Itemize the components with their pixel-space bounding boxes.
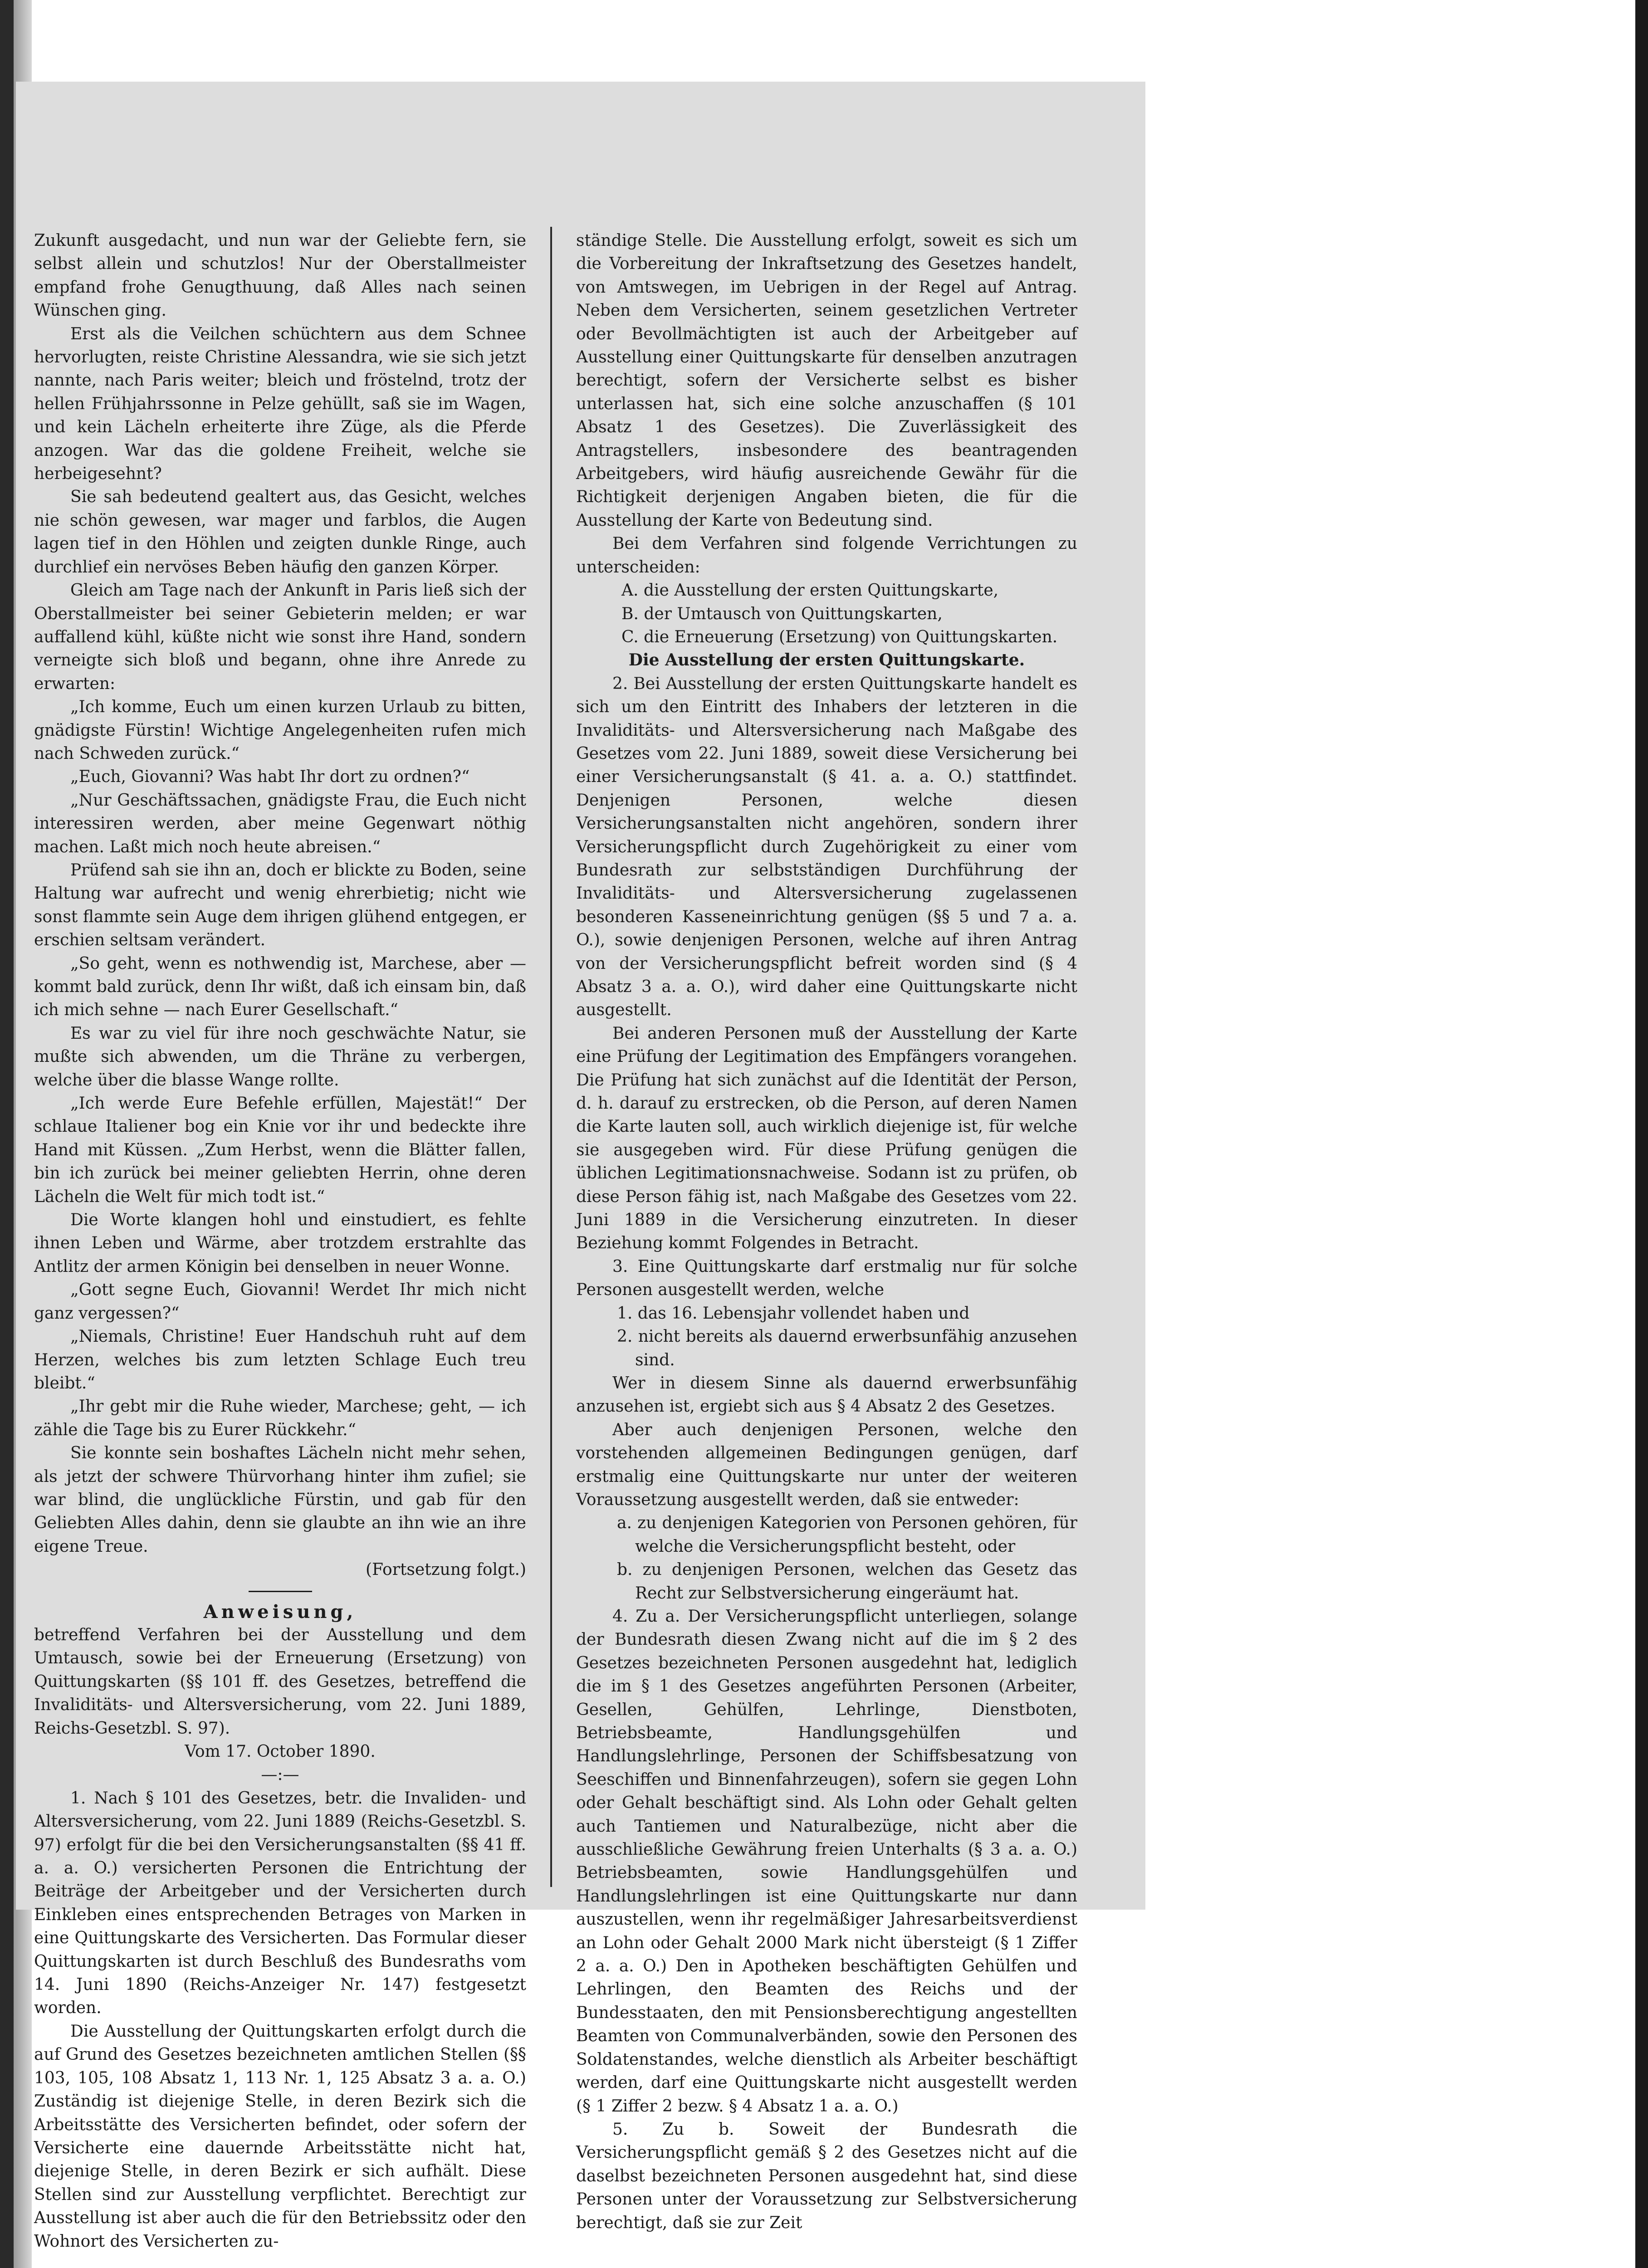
scan-border-strip <box>1635 0 1648 2268</box>
article-paragraph: Bei anderen Personen muß der Ausstellung der Karte eine Prüfung der Legitimation des Empfängers vorangehen. Die Prüfung hat sich zunächst auf die Identität der Person, d. h. darauf zu erstrecken, ob die Person, auf deren Namen die Karte lauten soll, auch wirklich diejenige ist, für welche sie ausgegeben wird. Für diese Prüfung genügen die üblichen Legitimationsnachweise. Sodann ist zu prüfen, ob diese Person fähig ist, nach Maßgabe des Gesetzes vom 22. Juni 1889 in die Versicherung einzutreten. In dieser Beziehung kommt Folgendes in Betracht. <box>576 1024 1077 1253</box>
book-spine-shadow <box>0 0 14 2268</box>
story-paragraph: Es war zu viel für ihre noch geschwächte Natur, sie mußte sich abwenden, um die Thräne zu verbergen, welche über die blasse Wange rollte. <box>34 1024 526 1090</box>
article-paragraph: Bei dem Verfahren sind folgende Verrichtungen zu unterscheiden: <box>576 534 1077 577</box>
article-paragraph: 2. Bei Ausstellung der ersten Quittungskarte handelt es sich um den Eintritt des Inhabers der letzteren in die Invaliditäts- und Altersversicherung nach Maßgabe des Gesetzes vom 22. Juni 1889, soweit diese Versicherung bei einer Versicherungsanstalt (§ 41. a. a. O.) stattfindet. Denjenigen Personen, welche diesen Versicherungsanstalten nicht angehören, sondern ihrer Versicherungspflicht durch Zugehörigkeit zu einer vom Bundesrath zur selbstständigen Durchführung der Invaliditäts- und Altersversicherung zugelassenen besonderen Kasseneinrichtung genügen (§§ 5 und 7 a. a. O.), sowie denjenigen Personen, welche auf ihren Antrag von der Versicherungspflicht befreit worden sind (§ 4 Absatz 3 a. a. O.), wird daher eine Quittungskarte nicht ausgestellt. <box>576 674 1077 1020</box>
article-paragraph: 1. Nach § 101 des Gesetzes, betr. die Invaliden- und Altersversicherung, vom 22. Juni 1889 (Reichs-Gesetzbl. S. 97) erfolgt für die bei den Versicherungsanstalten (§§ 41 ff. a. a. O.) versicherten Personen die Entrichtung der Beiträge der Arbeitgeber und der Versicherten durch Einkleben eines entsprechenden Betrages von Marken in eine Quittungskarte des Versicherten. Das Formular dieser Quittungskarten ist durch Beschluß des Bundesraths vom 14. Juni 1890 (Reichs-Anzeiger Nr. 147) festgesetzt worden. <box>34 1789 526 2018</box>
separator: —:— <box>261 1765 299 1784</box>
story-paragraph: „Ihr gebt mir die Ruhe wieder, Marchese; geht, — ich zähle die Tage bis zu Eurer Rückkehr.“ <box>34 1397 526 1439</box>
story-paragraph: Prüfend sah sie ihn an, doch er blickte zu Boden, seine Haltung war aufrecht und wenig ehrerbietig; nicht wie sonst flammte sein Auge dem ihrigen glühend entgegen, er erschien seltsam verändert. <box>34 860 526 950</box>
story-paragraph: Die Worte klangen hohl und einstudiert, es fehlte ihnen Leben und Wärme, aber trotzdem erstrahlte das Antlitz der armen Königin bei denselben in neuer Wonne. <box>34 1211 526 1276</box>
article-heading: Anweisung, <box>203 1601 357 1623</box>
story-paragraph: „Ich komme, Euch um einen kurzen Urlaub zu bitten, gnädigste Fürstin! Wichtige Angelegenheiten rufen mich nach Schweden zurück.“ <box>34 698 526 763</box>
left-column <box>34 229 526 2253</box>
list-item: C. die Erneuerung (Ersetzung) von Quittungskarten. <box>621 627 1058 646</box>
story-paragraph: Zukunft ausgedacht, und nun war der Geliebte fern, sie selbst allein und schutzlos! Nur der Oberstallmeister empfand frohe Genugthuung, daß Alles nach seinen Wünschen ging. <box>34 231 526 320</box>
story-paragraph: „So geht, wenn es nothwendig ist, Marchese, aber — kommt bald zurück, denn Ihr wißt, daß ich einsam bin, daß ich mich sehne — nach Eurer Gesellschaft.“ <box>34 954 526 1020</box>
section-rule <box>249 1591 312 1592</box>
article-date: Vom 17. October 1890. <box>185 1742 376 1761</box>
continuation-note: (Fortsetzung folgt.) <box>366 1560 526 1579</box>
newspaper-page <box>16 82 1145 2251</box>
list-item: 1. das 16. Lebensjahr vollendet haben und <box>617 1304 970 1323</box>
article-paragraph: Wer in diesem Sinne als dauernd erwerbsunfähig anzusehen ist, ergiebt sich aus § 4 Absatz 2 des Gesetzes. <box>576 1374 1077 1416</box>
article-paragraph: ständige Stelle. Die Ausstellung erfolgt, soweit es sich um die Vorbereitung der Inkraftsetzung des Gesetzes handelt, von Amtswegen, im Uebrigen in der Regel auf Antrag. Neben dem Versicherten, seinem gesetzlichen Vertreter oder Bevollmächtigten ist auch der Arbeitgeber auf Ausstellung einer Quittungskarte für denselben anzutragen berechtigt, sofern der Versicherte selbst es bisher unterlassen hat, sich eine solche anzuschaffen (§ 101 Absatz 1 des Gesetzes). Die Zuverlässigkeit des Antragstellers, insbesondere des beantragenden Arbeitgebers, wird häufig ausreichende Gewähr für die Richtigkeit derjenigen Angaben bieten, die für die Ausstellung der Karte von Bedeutung sind. <box>576 231 1077 530</box>
list-item: 2. nicht bereits als dauernd erwerbsunfähig anzusehen sind. <box>617 1327 1077 1369</box>
right-column <box>576 229 1077 2234</box>
article-paragraph: Aber auch denjenigen Personen, welche den vorstehenden allgemeinen Bedingungen genügen, darf erstmalig eine Quittungskarte nur unter der weiteren Voraussetzung ausgestellt werden, daß sie entweder: <box>576 1420 1077 1509</box>
list-item: B. der Umtausch von Quittungskarten, <box>621 604 943 623</box>
story-paragraph: Erst als die Veilchen schüchtern aus dem Schnee hervorlugten, reiste Christine Alessandra, wie sie sich jetzt nannte, nach Paris weiter; bleich und fröstelnd, trotz der hellen Frühjahrssonne in Pelze gehüllt, saß sie im Wagen, und kein Lächeln erheiterte ihre Züge, als die Pferde anzogen. War das die goldene Freiheit, welche sie herbeigesehnt? <box>34 324 526 484</box>
article-paragraph: 3. Eine Quittungskarte darf erstmalig nur für solche Personen ausgestellt werden, welche <box>576 1257 1077 1300</box>
article-paragraph: Die Ausstellung der Quittungskarten erfolgt durch die auf Grund des Gesetzes bezeichneten amtlichen Stellen (§§ 103, 105, 108 Absatz 1, 113 Nr. 1, 125 Absatz 3 a. a. O.) Zuständig ist diejenige Stelle, in deren Bezirk sich die Arbeitsstätte des Versicherten befindet, oder sofern der Versicherte eine dauernde Arbeitsstätte nicht hat, diejenige Stelle, in deren Bezirk er sich aufhält. Diese Stellen sind zur Ausstellung verpflichtet. Berechtigt zur Ausstellung ist aber auch die für den Betriebssitz oder den Wohnort des Versicherten zu- <box>34 2022 526 2251</box>
story-paragraph: „Ich werde Eure Befehle erfüllen, Majestät!“ Der schlaue Italiener bog ein Knie vor ihr und bedeckte ihre Hand mit Küssen. „Zum Herbst, wenn die Blätter fallen, bin ich zurück bei meiner geliebten Herrin, ohne deren Lächeln die Welt für mich todt ist.“ <box>34 1094 526 1206</box>
column-divider <box>550 227 552 1887</box>
article-paragraph: 5. Zu b. Soweit der Bundesrath die Versicherungspflicht gemäß § 2 des Gesetzes nicht auf die daselbst bezeichneten Personen ausgedehnt hat, sind diese Personen unter der Voraussetzung zur Selbstversicherung berechtigt, daß sie zur Zeit <box>576 2120 1077 2232</box>
story-paragraph: „Nur Geschäftssachen, gnädigste Frau, die Euch nicht interessiren werden, aber meine Gegenwart nöthig machen. Laßt mich noch heute abreisen.“ <box>34 791 526 856</box>
list-item: A. die Ausstellung der ersten Quittungskarte, <box>621 581 999 600</box>
article-subtitle: betreffend Verfahren bei der Ausstellung und dem Umtausch, sowie bei der Erneuerung (Ersetzung) von Quittungskarten (§§ 101 ff. des Gesetzes, betreffend die Invaliditäts- und Altersversicherung, vom 22. Juni 1889, Reichs-Gesetzbl. S. 97). <box>34 1625 526 1738</box>
section-heading: Die Ausstellung der ersten Quittungskarte. <box>628 650 1025 670</box>
story-paragraph: Sie konnte sein boshaftes Lächeln nicht mehr sehen, als jetzt der schwere Thürvorhang hinter ihm zufiel; sie war blind, die unglückliche Fürstin, und gab für den Geliebten Alles dahin, denn sie glaubte an ihn wie an ihre eigene Treue. <box>34 1444 526 1556</box>
story-paragraph: „Niemals, Christine! Euer Handschuh ruht auf dem Herzen, welches bis zum letzten Schlage Euch treu bleibt.“ <box>34 1327 526 1393</box>
list-item: b. zu denjenigen Personen, welchen das Gesetz das Recht zur Selbstversicherung eingeräumt hat. <box>617 1560 1077 1603</box>
story-paragraph: „Euch, Giovanni? Was habt Ihr dort zu ordnen?“ <box>70 767 470 787</box>
article-paragraph: 4. Zu a. Der Versicherungspflicht unterliegen, solange der Bundesrath diesen Zwang nicht auf die im § 2 des Gesetzes bezeichneten Personen ausgedehnt hat, lediglich die im § 1 des Gesetzes angeführten Personen (Arbeiter, Gesellen, Gehülfen, Lehrlinge, Dienstboten, Betriebsbeamte, Handlungsgehülfen und Handlungslehrlinge, Personen der Schiffsbesatzung von Seeschiffen und Binnenfahrzeugen), sofern sie gegen Lohn oder Gehalt beschäftigt sind. Als Lohn oder Gehalt gelten auch Tantiemen und Naturalbezüge, nicht aber die ausschließliche Gewährung freien Unterhalts (§ 3 a. a. O.) Betriebsbeamten, sowie Handlungsgehülfen und Handlungslehrlingen ist eine Quittungskarte nur dann auszustellen, wenn ihr regelmäßiger Jahresarbeitsverdienst an Lohn oder Gehalt 2000 Mark nicht übersteigt (§ 1 Ziffer 2 a. a. O.) Den in Apotheken beschäftigten Gehülfen und Lehrlingen, den Beamten des Reichs und der Bundesstaaten, den mit Pensionsberechtigung angestellten Beamten von Communalverbänden, sowie den Personen des Soldatenstandes, welche dienstlich als Arbeiter beschäftigt werden, darf eine Quittungskarte nicht ausgestellt werden (§ 1 Ziffer 2 bezw. § 4 Absatz 1 a. a. O.) <box>576 1607 1077 2116</box>
story-paragraph: Gleich am Tage nach der Ankunft in Paris ließ sich der Oberstallmeister bei seiner Gebieterin melden; er war auffallend kühl, küßte nicht wie sonst ihre Hand, sondern verneigte sich bloß und begann, ohne ihre Anrede zu erwarten: <box>34 581 526 693</box>
story-paragraph: „Gott segne Euch, Giovanni! Werdet Ihr mich nicht ganz vergessen?“ <box>34 1281 526 1323</box>
list-item: a. zu denjenigen Kategorien von Personen gehören, für welche die Versicherungspflicht besteht, oder <box>617 1514 1077 1556</box>
story-paragraph: Sie sah bedeutend gealtert aus, das Gesicht, welches nie schön gewesen, war mager und farblos, die Augen lagen tief in den Höhlen und zeigten dunkle Ringe, auch durchlief ein nervöses Beben häufig den ganzen Körper. <box>34 488 526 577</box>
